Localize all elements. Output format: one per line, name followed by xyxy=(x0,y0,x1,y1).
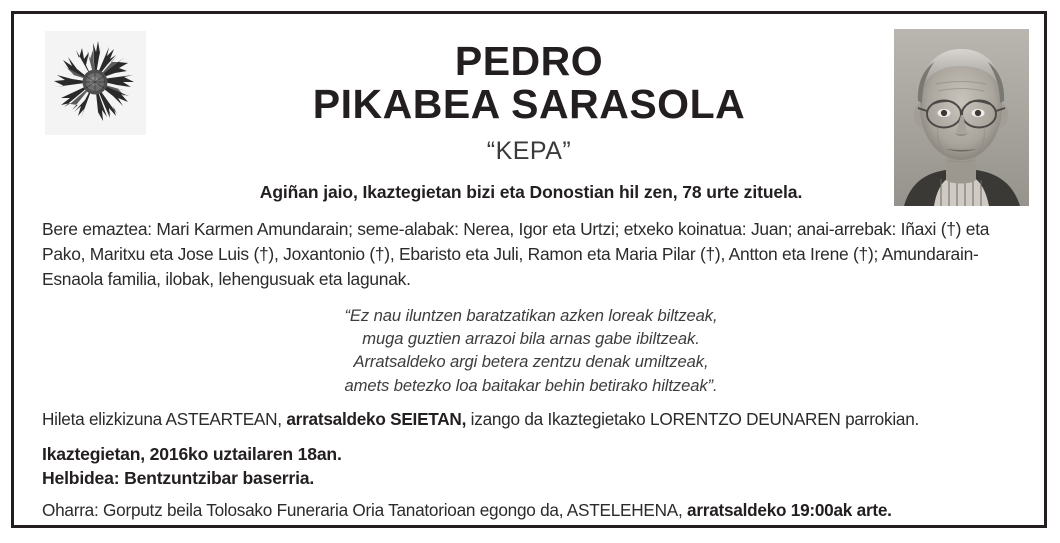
service-prefix: Hileta elizkizuna ASTEARTEAN, xyxy=(42,409,287,430)
poem-line: muga guztien arrazoi bila arnas gabe ibiltzeak. xyxy=(362,329,700,349)
obituary-notice-card xyxy=(11,11,1047,528)
place-and-date-line: Ikaztegietan, 2016ko uztailaren 18an. xyxy=(42,444,342,465)
wake-note-line xyxy=(42,499,1020,522)
address-line: Helbidea: Bentzuntzibar baserria. xyxy=(42,467,315,488)
poem-line: “Ez nau iluntzen baratzatikan azken loreak biltzeak, xyxy=(344,305,718,325)
poem-line: amets betezko loa baitakar behin betirako hiltzeak”. xyxy=(344,375,718,395)
page-title xyxy=(14,40,1044,166)
note-prefix: Oharra: Gorputz beila Tolosako Funeraria Oria Tanatorioan egongo da, ASTELEHENA, xyxy=(42,499,688,520)
birth-death-line: Agiñan jaio, Ikaztegietan bizi eta Donostian hil zen, 78 urte zituela. xyxy=(259,182,803,202)
deceased-nickname: “KEPA” xyxy=(486,136,572,165)
surviving-family-paragraph: Bere emaztea: Mari Karmen Amundarain; seme-alabak: Nerea, Igor eta Urtzi; etxeko koinatua: Juan; anai-arrebak: Iñaxi (†) eta Pako, Maritxu eta Jose Luis (†), Joxantonio (†), Ebaristo eta Juli, Ramon eta Maria Pilar (†), Antton eta Irene (†); Amundarain-Esnaola familia, ilobak, lehengusuak eta lagunak. xyxy=(42,219,990,289)
deceased-surname: PIKABEA SARASOLA xyxy=(312,81,746,128)
memorial-poem xyxy=(42,304,1020,398)
note-time-emphasis: arratsaldeko 19:00ak arte. xyxy=(687,499,892,520)
service-suffix: izango da Ikaztegietako LORENTZO DEUNAREN parrokian. xyxy=(466,409,920,430)
poem-line: Arratsaldeko argi betera zentzu denak umiltzeak, xyxy=(353,352,709,372)
service-time-emphasis: arratsaldeko SEIETAN, xyxy=(286,409,467,430)
notice-body xyxy=(42,182,1020,522)
deceased-first-name: PEDRO xyxy=(454,38,604,84)
funeral-service-line xyxy=(42,408,1020,431)
